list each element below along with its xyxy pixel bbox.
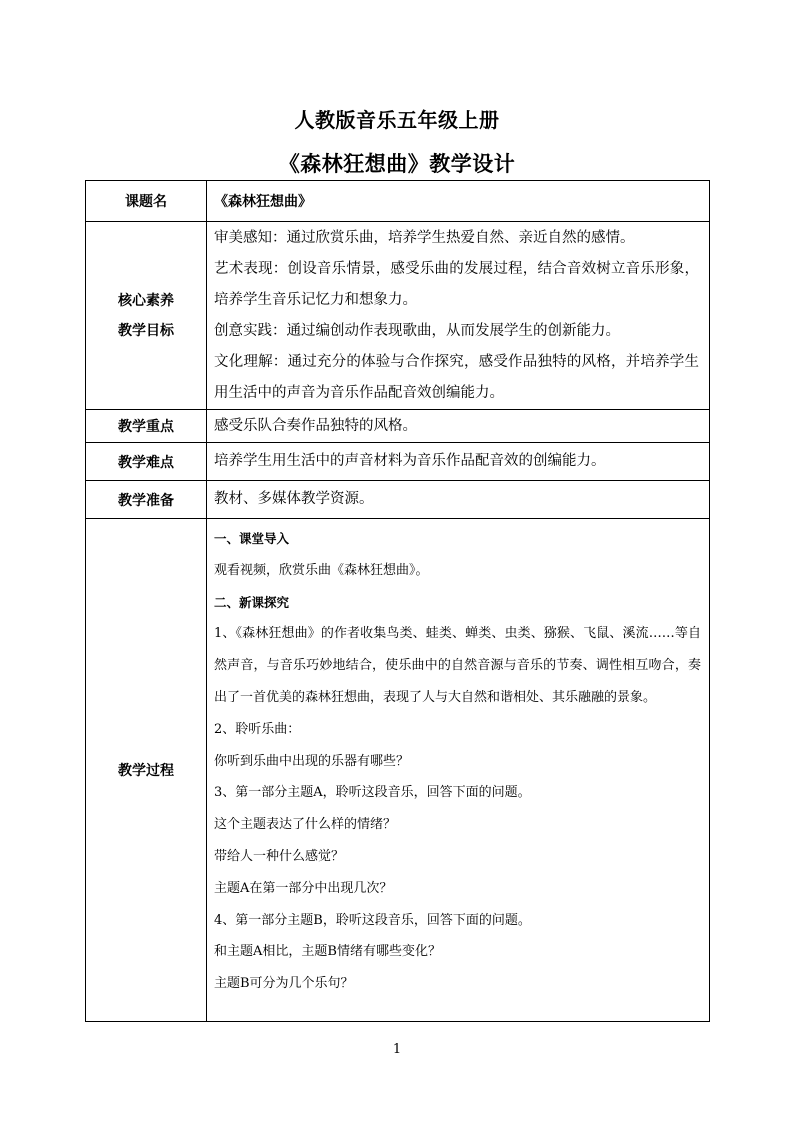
page-number: 1 [392, 1042, 402, 1057]
objective-aesthetic: 审美感知：通过欣赏乐曲，培养学生热爱自然、亲近自然的感情。 [214, 229, 635, 246]
difficulty-value: 培养学生用生活中的声音材料为音乐作品配音效的创编能力。 [207, 443, 710, 481]
document-subtitle: 《森林狂想曲》教学设计 [278, 152, 516, 176]
objectives-label [86, 222, 207, 410]
preparation-value: 教材、多媒体教学资源。 [207, 481, 710, 519]
objective-creativity: 创意实践：通过编创动作表现歌曲，从而发展学生的创新能力。 [214, 322, 620, 339]
objectives-label-line2: 教学目标 [118, 322, 174, 339]
process-content [207, 519, 710, 1022]
process-line: 主题A在第一部分中出现几次？ [214, 880, 393, 896]
table-row-difficulty [86, 443, 710, 481]
topic-label: 课题名 [86, 181, 207, 222]
process-line: 带给人一种什么感觉？ [214, 848, 345, 864]
table-row-key-point [86, 410, 710, 443]
key-point-label: 教学重点 [86, 410, 207, 443]
process-paragraph: 1、《森林狂想曲》的作者收集鸟类、蛙类、蝉类、虫类、猕猴、飞鼠、溪流……等自然声音，与音乐巧妙地结合，使乐曲中的自然音源与音乐的节奏、调性相互吻合，奏出了一首优美的森林狂想曲，表现了人与大自然和谐相处、其乐融融的景象。 [214, 626, 701, 705]
process-section-intro: 一、课堂导入 [214, 531, 290, 546]
table-row-objectives [86, 222, 710, 410]
lesson-plan-table [85, 180, 710, 1022]
difficulty-label: 教学难点 [86, 443, 207, 481]
process-line: 你听到乐曲中出现的乐器有哪些？ [214, 753, 410, 769]
process-line: 观看视频，欣赏乐曲《森林狂想曲》。 [214, 562, 429, 578]
objectives-label-line1: 核心素养 [118, 292, 174, 309]
preparation-label: 教学准备 [86, 481, 207, 519]
document-title: 人教版音乐五年级上册 [294, 108, 500, 132]
process-line: 主题B可分为几个乐句？ [214, 976, 354, 992]
process-section-explore: 二、新课探究 [214, 594, 290, 610]
objective-expression: 艺术表现：创设音乐情景，感受乐曲的发展过程，结合音效树立音乐形象，培养学生音乐记忆力和想象力。 [214, 260, 699, 308]
table-row-preparation [86, 481, 710, 519]
process-line: 这个主题表达了什么样的情绪？ [214, 817, 397, 833]
process-line: 3、第一部分主题A，聆听这段音乐，回答下面的问题。 [214, 785, 531, 801]
objective-culture: 文化理解：通过充分的体验与合作探究，感受作品独特的风格，并培养学生用生活中的声音为音乐作品配音效创编能力。 [214, 353, 699, 401]
process-line: 4、第一部分主题B，聆听这段音乐，回答下面的问题。 [214, 912, 531, 928]
process-label: 教学过程 [86, 519, 207, 1022]
table-row-topic [86, 181, 710, 222]
process-line: 和主题A相比，主题B情绪有哪些变化？ [214, 944, 441, 960]
process-line: 2、聆听乐曲： [214, 721, 301, 737]
topic-value: 《森林狂想曲》 [207, 181, 710, 222]
table-row-process [86, 519, 710, 1022]
key-point-value: 感受乐队合奏作品独特的风格。 [207, 410, 710, 443]
objectives-content [207, 222, 710, 410]
